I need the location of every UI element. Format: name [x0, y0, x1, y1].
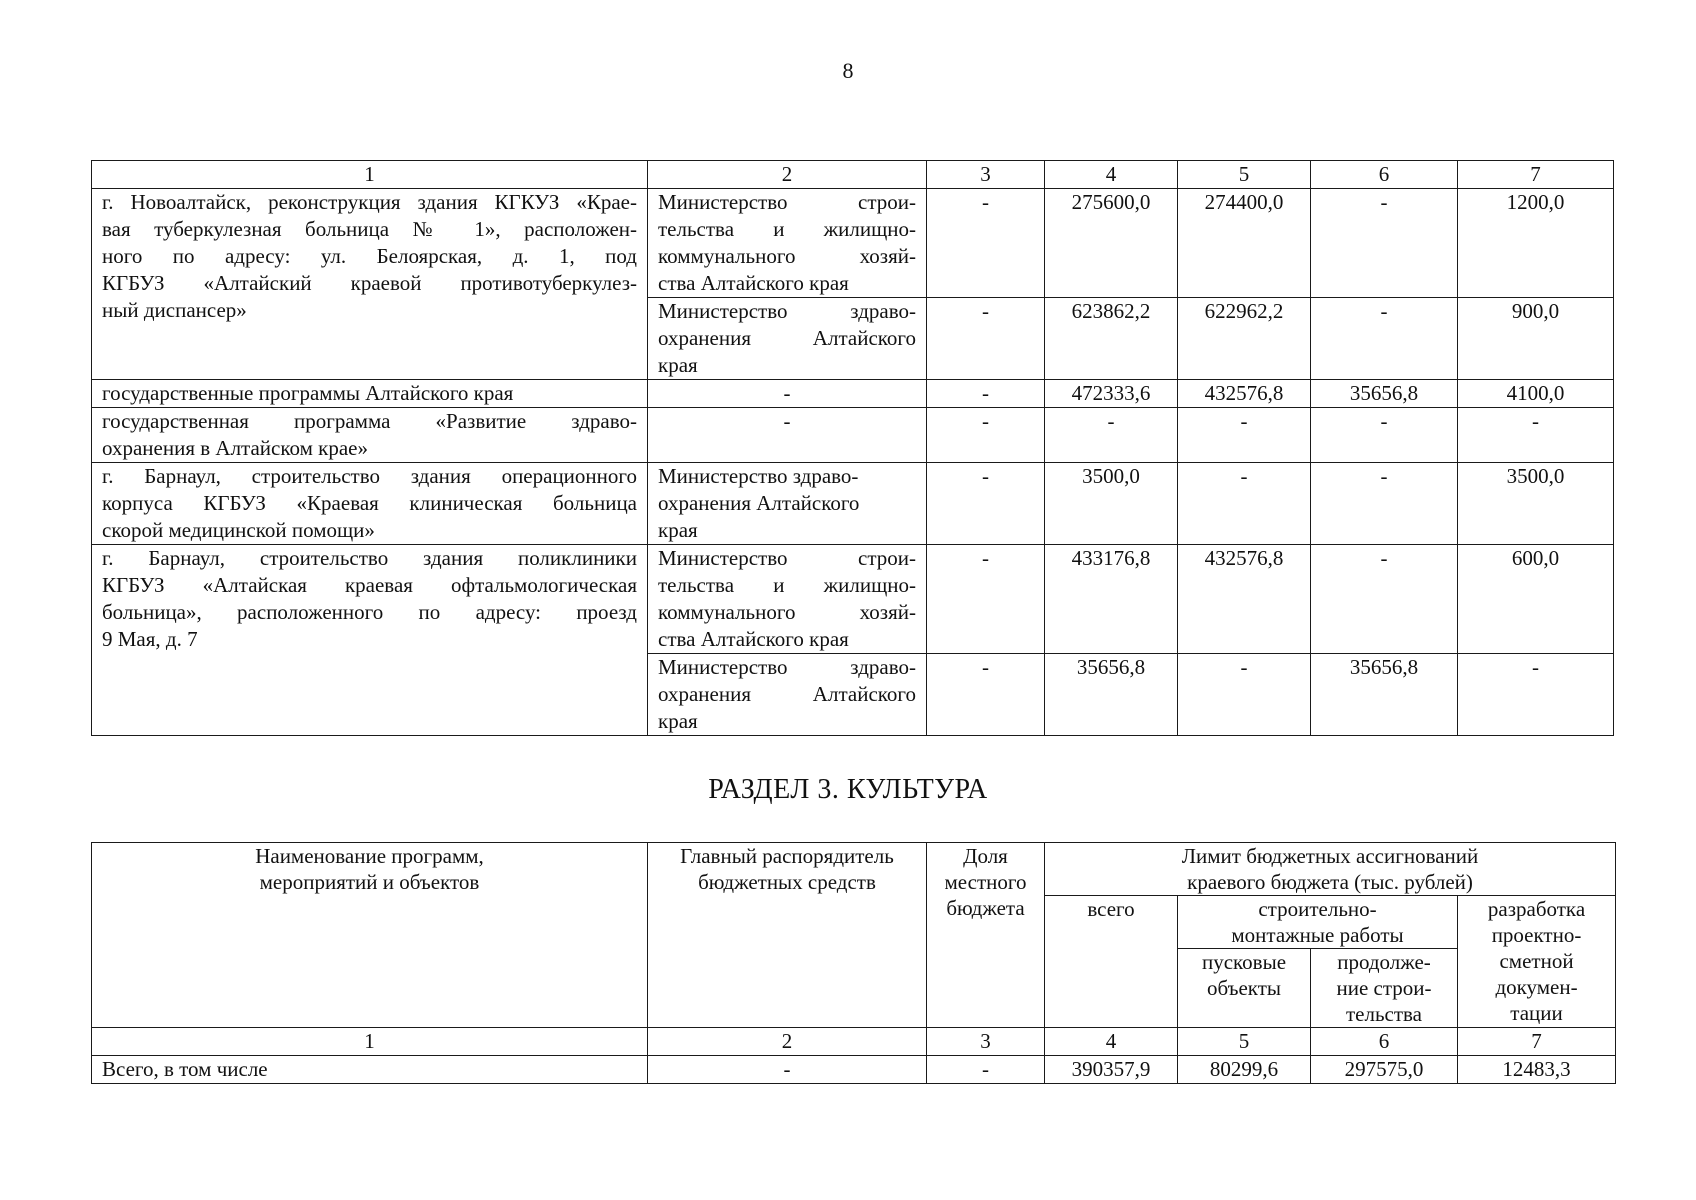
total-cell: 390357,9	[1045, 1056, 1178, 1084]
text-line: Главный распорядитель	[680, 844, 894, 868]
object-name-cell	[92, 545, 648, 736]
distributor-cell: -	[648, 408, 927, 463]
text-line: г. Новоалтайск, реконструкция здания КГКУЗ «Крае-	[102, 190, 637, 214]
text-line: Наименование программ,	[255, 844, 484, 868]
text-line: ства Алтайского края	[658, 271, 849, 295]
design-docs-cell: -	[1458, 654, 1614, 736]
local-share-cell: -	[927, 380, 1045, 408]
col-number: 7	[1458, 1028, 1616, 1056]
local-share-cell: -	[927, 1056, 1045, 1084]
distributor-cell	[648, 545, 927, 654]
text-line: вая туберкулезная больница № 1», расположен-	[102, 217, 637, 241]
text-line: строительно-	[1258, 897, 1377, 921]
continued-construction-cell: 35656,8	[1311, 380, 1458, 408]
text-line: монтажные работы	[1231, 923, 1404, 947]
text-line: 9 Мая, д. 7	[102, 627, 198, 651]
table-row	[92, 380, 1614, 408]
text-line: продолже-	[1337, 950, 1431, 974]
design-docs-cell: 900,0	[1458, 298, 1614, 380]
header-name	[92, 843, 648, 1028]
text-line: охранения Алтайского	[658, 326, 916, 350]
header-design-docs	[1458, 896, 1616, 1028]
table-row	[92, 463, 1614, 545]
text-line: тельства	[1345, 1002, 1422, 1026]
distributor-cell	[648, 298, 927, 380]
column-number-row	[92, 161, 1614, 189]
text-line: Министерство строи-	[658, 546, 916, 570]
text-line: края	[658, 709, 698, 733]
text-line: пусковые	[1201, 950, 1287, 974]
text-line: государственные программы Алтайского края	[102, 381, 514, 405]
text-line: Лимит бюджетных ассигнований	[1181, 844, 1479, 868]
text-line: скорой медицинской помощи»	[102, 518, 375, 542]
text-line: ние строи-	[1336, 976, 1432, 1000]
col-number: 3	[927, 161, 1045, 189]
text-line: КГБУЗ «Алтайская краевая офтальмологическая	[102, 573, 637, 597]
header-total: всего	[1045, 896, 1178, 1028]
launch-objects-cell: 622962,2	[1178, 298, 1311, 380]
local-share-cell: -	[927, 298, 1045, 380]
text-line: г. Барнаул, строительство здания поликлиники	[102, 546, 637, 570]
column-number-row	[92, 1028, 1616, 1056]
text-line: бюджета	[946, 896, 1025, 920]
text-line: Министерство здраво-	[658, 299, 916, 323]
design-docs-cell: -	[1458, 408, 1614, 463]
col-number: 4	[1045, 1028, 1178, 1056]
text-line: тельства и жилищно-	[658, 573, 916, 597]
local-share-cell: -	[927, 189, 1045, 298]
col-number: 5	[1178, 161, 1311, 189]
text-line: Министерство здраво-	[658, 464, 859, 488]
table-row	[92, 189, 1614, 298]
col-number: 1	[92, 1028, 648, 1056]
total-cell: -	[1045, 408, 1178, 463]
col-number: 6	[1311, 161, 1458, 189]
distributor-cell	[648, 463, 927, 545]
object-name-cell	[92, 380, 648, 408]
text-line: разработка	[1487, 897, 1586, 921]
text-line: КГБУЗ «Алтайский краевой противотуберкулез-	[102, 271, 637, 295]
header-limit	[1045, 843, 1616, 896]
total-cell: 472333,6	[1045, 380, 1178, 408]
text-line: г. Барнаул, строительство здания операционного	[102, 464, 637, 488]
text-line: коммунального хозяй-	[658, 244, 916, 268]
local-share-cell: -	[927, 408, 1045, 463]
object-name-cell	[92, 463, 648, 545]
design-docs-cell: 12483,3	[1458, 1056, 1616, 1084]
total-cell: 275600,0	[1045, 189, 1178, 298]
text-line: края	[658, 353, 698, 377]
object-name-cell	[92, 408, 648, 463]
continued-construction-cell: 35656,8	[1311, 654, 1458, 736]
text-line: ный диспансер»	[102, 298, 247, 322]
page-number: 8	[842, 58, 854, 83]
header-distributor	[648, 843, 927, 1028]
total-cell: 3500,0	[1045, 463, 1178, 545]
header-row	[92, 843, 1616, 896]
design-docs-cell: 1200,0	[1458, 189, 1614, 298]
budget-table-culture	[91, 842, 1616, 1084]
section-title: РАЗДЕЛ 3. КУЛЬТУРА	[708, 774, 988, 805]
header-launch-objects	[1178, 949, 1311, 1028]
total-cell: 623862,2	[1045, 298, 1178, 380]
launch-objects-cell: 432576,8	[1178, 545, 1311, 654]
text-line: местного	[944, 870, 1027, 894]
object-name-cell: Всего, в том числе	[92, 1056, 648, 1084]
launch-objects-cell: -	[1178, 463, 1311, 545]
launch-objects-cell: -	[1178, 408, 1311, 463]
text-line: Доля	[963, 844, 1008, 868]
header-construction	[1178, 896, 1458, 949]
continued-construction-cell: 297575,0	[1311, 1056, 1458, 1084]
col-number: 2	[648, 1028, 927, 1056]
text-line: объекты	[1206, 976, 1282, 1000]
text-line: проектно-	[1491, 923, 1582, 947]
text-line: сметной	[1499, 949, 1574, 973]
text-line: охранения в Алтайском крае»	[102, 436, 368, 460]
col-number: 5	[1178, 1028, 1311, 1056]
text-line: коммунального хозяй-	[658, 600, 916, 624]
distributor-cell	[648, 654, 927, 736]
text-line: тельства и жилищно-	[658, 217, 916, 241]
table-row	[92, 545, 1614, 654]
continued-construction-cell: -	[1311, 463, 1458, 545]
local-share-cell: -	[927, 654, 1045, 736]
col-number: 2	[648, 161, 927, 189]
text-line: Министерство здраво-	[658, 655, 916, 679]
text-line: охранения Алтайского	[658, 682, 916, 706]
col-number: 3	[927, 1028, 1045, 1056]
continued-construction-cell: -	[1311, 408, 1458, 463]
total-cell: 433176,8	[1045, 545, 1178, 654]
continued-construction-cell: -	[1311, 298, 1458, 380]
total-cell: 35656,8	[1045, 654, 1178, 736]
text-line: ного по адресу: ул. Белоярская, д. 1, под	[102, 244, 637, 268]
local-share-cell: -	[927, 463, 1045, 545]
design-docs-cell: 4100,0	[1458, 380, 1614, 408]
distributor-cell: -	[648, 380, 927, 408]
text-line: бюджетных средств	[698, 870, 876, 894]
local-share-cell: -	[927, 545, 1045, 654]
col-number: 4	[1045, 161, 1178, 189]
col-number: 7	[1458, 161, 1614, 189]
text-line: края	[658, 518, 698, 542]
col-number: 6	[1311, 1028, 1458, 1056]
text-line: государственная программа «Развитие здраво-	[102, 409, 637, 433]
design-docs-cell: 3500,0	[1458, 463, 1614, 545]
distributor-cell	[648, 189, 927, 298]
object-name-cell	[92, 189, 648, 380]
text-line: больница», расположенного по адресу: проезд	[102, 600, 637, 624]
text-line: охранения Алтайского	[658, 491, 860, 515]
table-row	[92, 1056, 1616, 1084]
budget-table-health	[91, 160, 1614, 736]
text-line: корпуса КГБУЗ «Краевая клиническая больница	[102, 491, 637, 515]
text-line: докумен-	[1495, 975, 1578, 999]
launch-objects-cell: 80299,6	[1178, 1056, 1311, 1084]
text-line: краевого бюджета (тыс. рублей)	[1187, 870, 1473, 894]
header-local-share	[927, 843, 1045, 1028]
continued-construction-cell: -	[1311, 545, 1458, 654]
launch-objects-cell: 432576,8	[1178, 380, 1311, 408]
text-line: Министерство строи-	[658, 190, 916, 214]
design-docs-cell: 600,0	[1458, 545, 1614, 654]
launch-objects-cell: -	[1178, 654, 1311, 736]
text-line: тации	[1510, 1001, 1563, 1025]
text-line: мероприятий и объектов	[259, 870, 480, 894]
table-row	[92, 408, 1614, 463]
header-continued-construction	[1311, 949, 1458, 1028]
continued-construction-cell: -	[1311, 189, 1458, 298]
col-number: 1	[92, 161, 648, 189]
launch-objects-cell: 274400,0	[1178, 189, 1311, 298]
distributor-cell: -	[648, 1056, 927, 1084]
text-line: ства Алтайского края	[658, 627, 849, 651]
